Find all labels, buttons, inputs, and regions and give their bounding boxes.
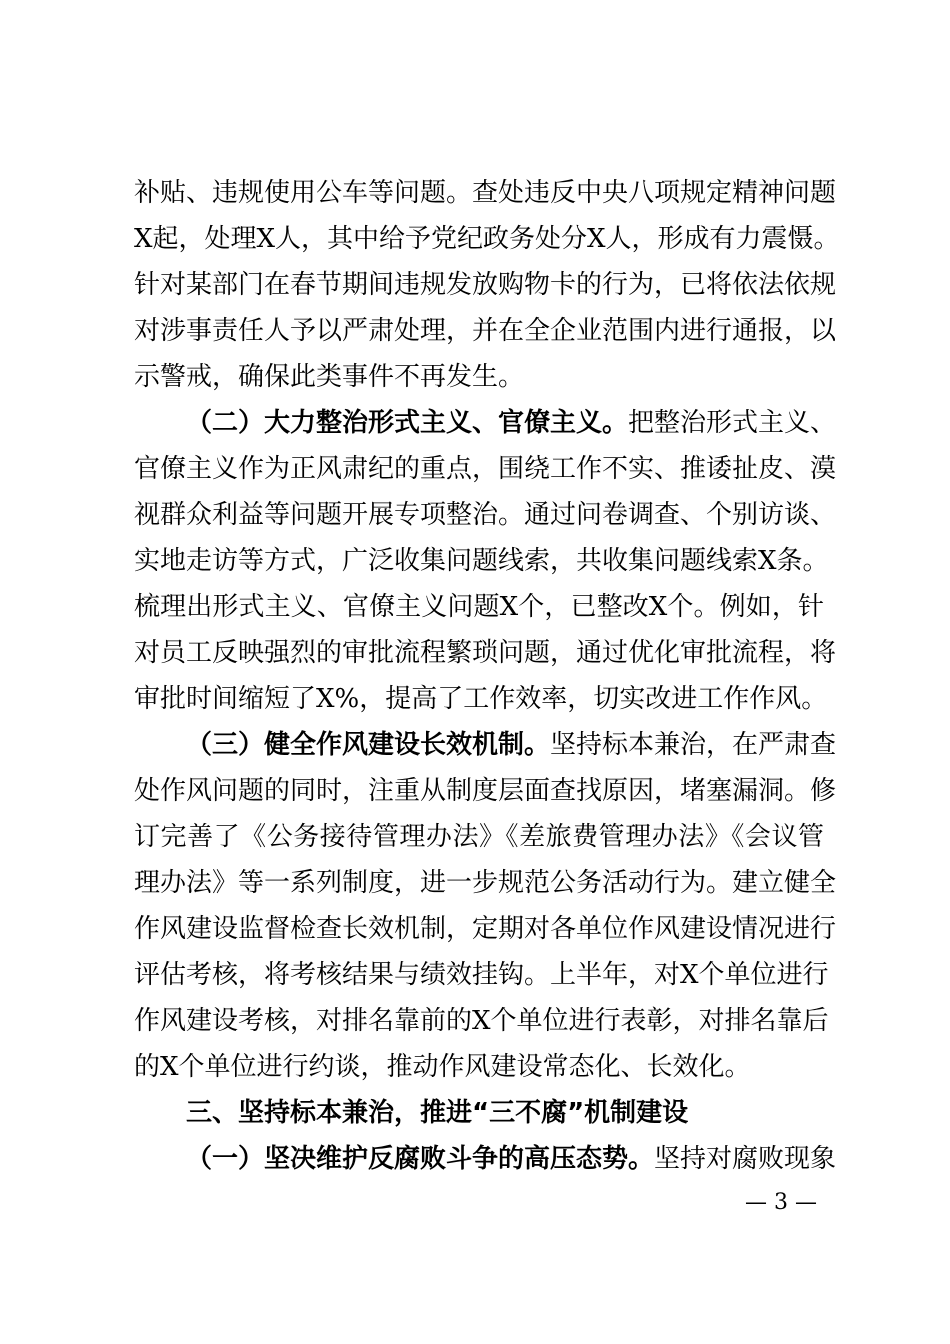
page-number: — 3 —	[745, 1190, 817, 1215]
paragraph-text: 坚持对腐败现象	[654, 1144, 837, 1174]
paragraph-line: 审批时间缩短了X%，提高了工作效率，切实改进工作作风。	[134, 684, 828, 714]
paragraph-line: 视群众利益等问题开展专项整治。通过问卷调查、个别访谈、	[134, 500, 837, 530]
paragraph-first-line	[186, 400, 837, 446]
paragraph-text: 坚持标本兼治，在严肃查	[550, 730, 837, 760]
paragraph-first-line	[186, 722, 837, 768]
paragraph-line: 官僚主义作为正风肃纪的重点，围绕工作不实、推诿扯皮、漠	[134, 454, 837, 484]
paragraph-line: 评估考核，将考核结果与绩效挂钩。上半年，对X个单位进行	[134, 960, 829, 990]
paragraph-line: 补贴、违规使用公车等问题。查处违反中央八项规定精神问题	[134, 178, 837, 208]
paragraph-line: 梳理出形式主义、官僚主义问题X个，已整改X个。例如，针	[134, 592, 824, 622]
paragraph-line: 针对某部门在春节期间违规发放购物卡的行为，已将依法依规	[134, 270, 837, 300]
paragraph-first-line	[186, 1136, 837, 1182]
paragraph-line: 订完善了《公务接待管理办法》《差旅费管理办法》《会议管	[134, 822, 824, 852]
subheading-2: （二）大力整治形式主义、官僚主义。	[186, 408, 629, 438]
paragraph-line: 作风建设考核，对排名靠前的X个单位进行表彰，对排名靠后	[134, 1006, 829, 1036]
paragraph-text: 把整治形式主义、	[628, 408, 837, 438]
paragraph-line: 示警戒，确保此类事件不再发生。	[134, 362, 525, 392]
paragraph-line: 对涉事责任人予以严肃处理，并在全企业范围内进行通报，以	[134, 316, 837, 346]
paragraph-line: 实地走访等方式，广泛收集问题线索，共收集问题线索X条。	[134, 546, 829, 576]
paragraph-line: X起，处理X人，其中给予党纪政务处分X人，形成有力震慑。	[134, 224, 840, 254]
subheading-3: （三）健全作风建设长效机制。	[186, 730, 551, 760]
paragraph-line: 作风建设监督检查长效机制，定期对各单位作风建设情况进行	[134, 914, 837, 944]
subheading-1: （一）坚决维护反腐败斗争的高压态势。	[186, 1144, 655, 1174]
section-heading: 三、坚持标本兼治，推进“三不腐”机制建设	[186, 1098, 689, 1128]
paragraph-line: 理办法》等一系列制度，进一步规范公务活动行为。建立健全	[134, 868, 837, 898]
paragraph-line: 的X个单位进行约谈，推动作风建设常态化、长效化。	[134, 1052, 751, 1082]
paragraph-line: 对员工反映强烈的审批流程繁琐问题，通过优化审批流程，将	[134, 638, 837, 668]
paragraph-line: 处作风问题的同时，注重从制度层面查找原因，堵塞漏洞。修	[134, 776, 837, 806]
